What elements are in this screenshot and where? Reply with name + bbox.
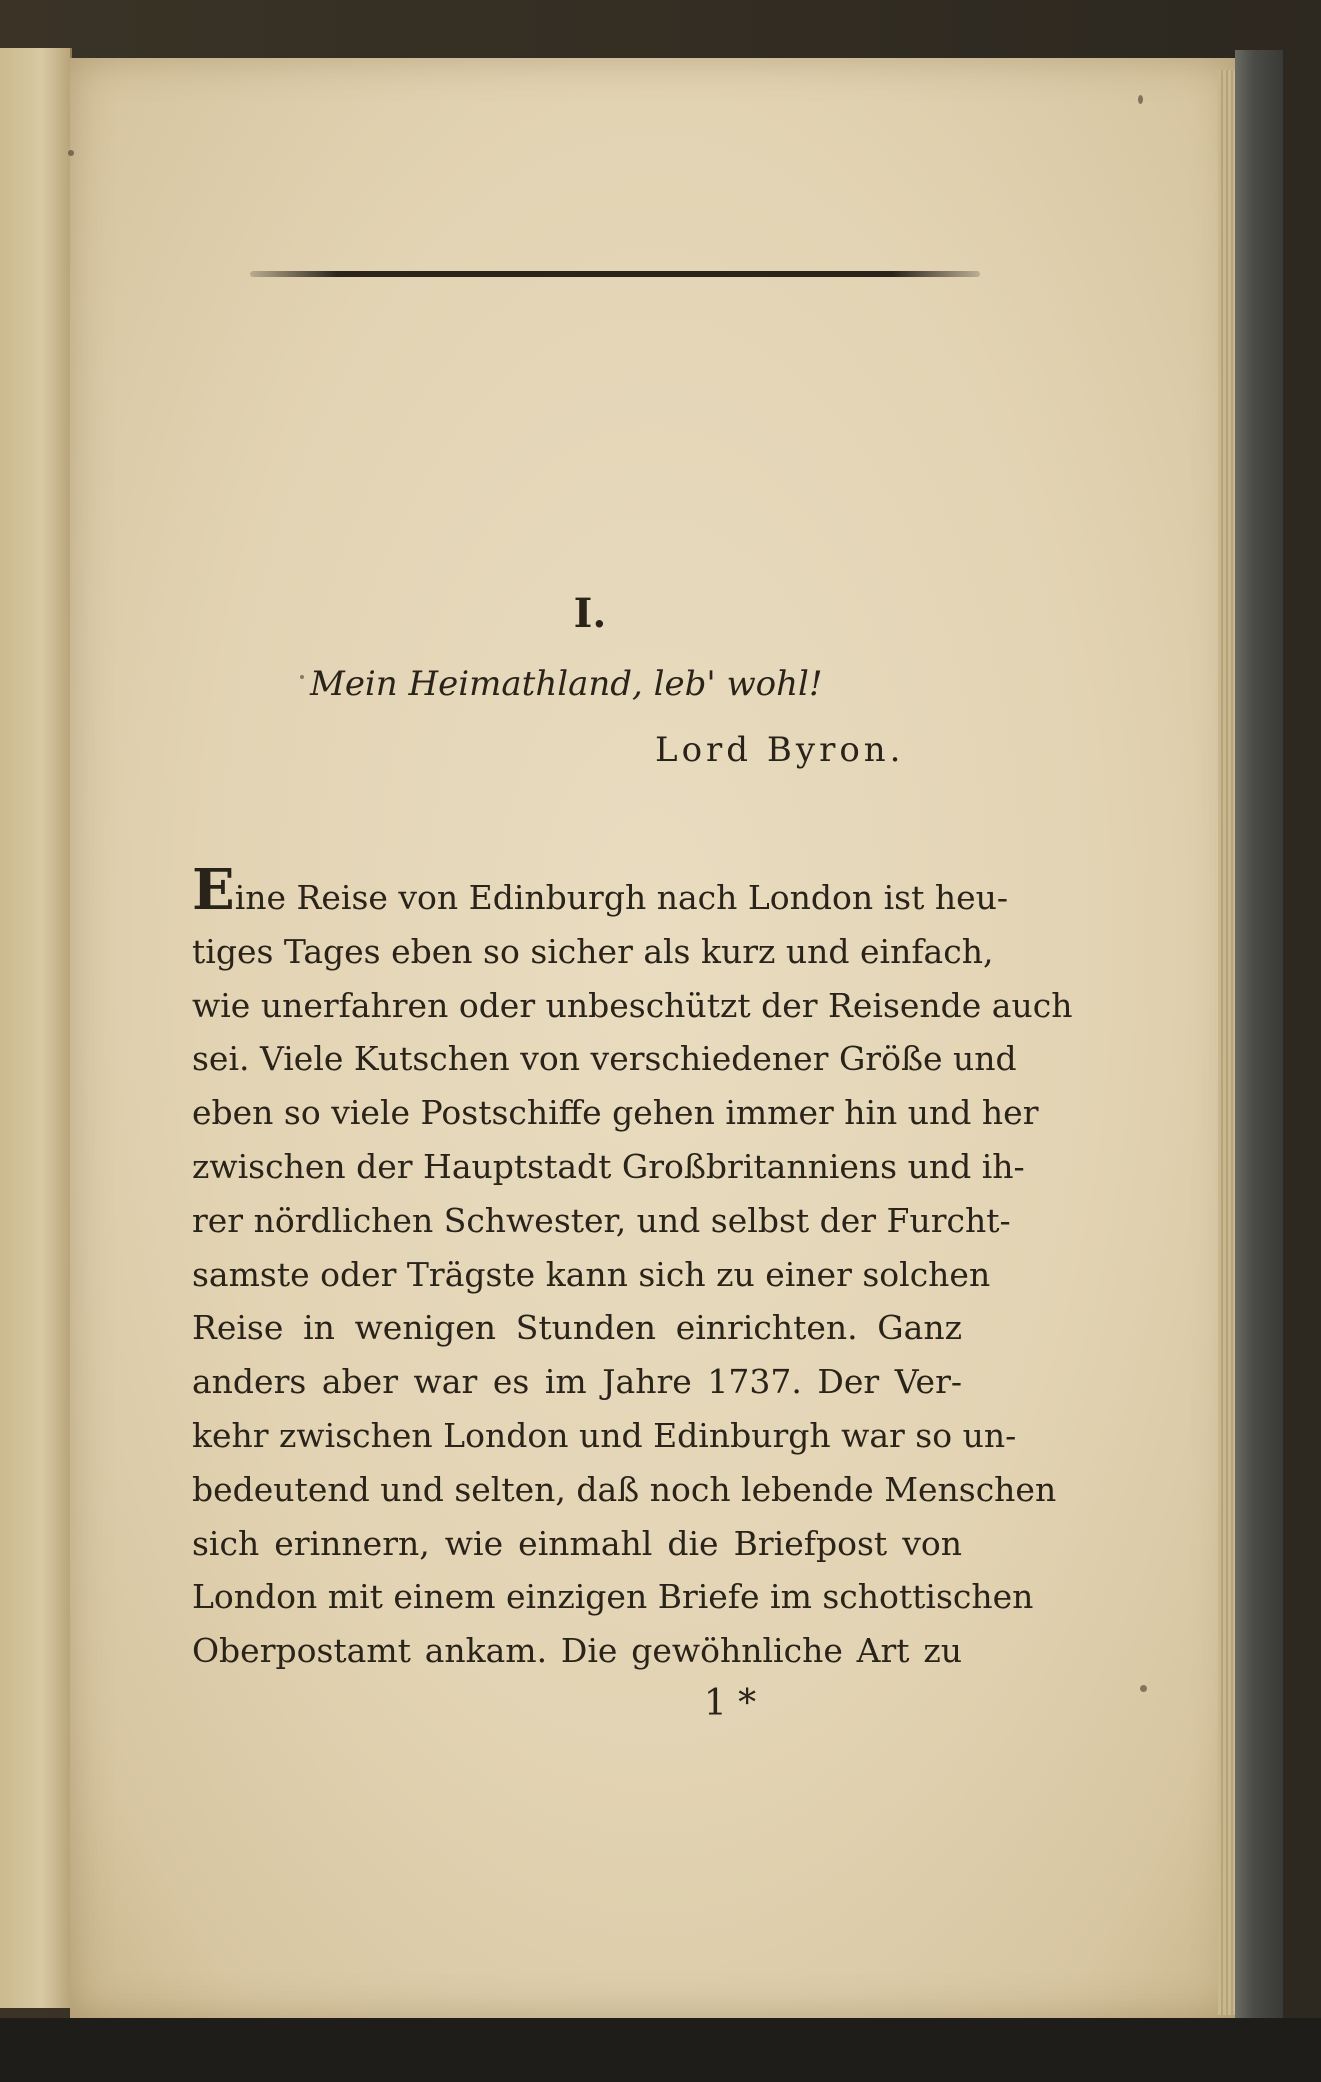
body-line: Reise in wenigen Stunden einrichten. Ganz — [192, 1308, 962, 1348]
drop-cap: E — [192, 857, 235, 923]
paper-speck — [300, 675, 304, 679]
page-stack-edge — [1218, 70, 1236, 2015]
signature-mark: 1 * — [703, 1683, 757, 1724]
bottom-scan-border — [0, 2018, 1321, 2082]
left-page-edge — [0, 48, 72, 2008]
body-line: Oberpostamt ankam. Die gewöhnliche Art zu — [192, 1631, 962, 1671]
body-line: kehr zwischen London und Edinburgh war so un- — [192, 1415, 1017, 1455]
body-line: London mit einem einzigen Briefe im schottischen — [192, 1577, 1034, 1617]
body-line: sich erinnern, wie einmahl die Briefpost von — [192, 1523, 962, 1563]
body-line: bedeutend und selten, daß noch lebende Menschen — [192, 1469, 1057, 1509]
chapter-number: I. — [573, 590, 607, 637]
paper-speck — [1138, 95, 1143, 104]
chapter-rule — [250, 271, 980, 277]
epigraph: Mein Heimathland, leb' wohl! — [310, 664, 823, 704]
body-line: sei. Viele Kutschen von verschiedener Größe und — [192, 1039, 1017, 1079]
book-cover-edge — [1235, 50, 1283, 2030]
body-line-1 — [192, 857, 1009, 925]
body-line: wie unerfahren oder unbeschützt der Reisende auch — [192, 985, 1073, 1025]
body-line: tiges Tages eben so sicher als kurz und einfach, — [192, 931, 994, 971]
body-line: rer nördlichen Schwester, und selbst der Furcht- — [192, 1200, 1011, 1240]
epigraph-author: Lord Byron. — [655, 730, 905, 770]
body-line: eben so viele Postschiffe gehen immer hin und her — [192, 1093, 1039, 1133]
body-text — [192, 857, 1073, 1678]
paper-speck — [1140, 1685, 1147, 1692]
body-line: zwischen der Hauptstadt Großbritanniens und ih- — [192, 1146, 1025, 1186]
paper-speck — [68, 150, 74, 156]
body-line-1-text: ine Reise von Edinburgh nach London ist heu- — [234, 878, 1009, 917]
body-line: samste oder Trägste kann sich zu einer solchen — [192, 1254, 991, 1294]
body-line: anders aber war es im Jahre 1737. Der Ver- — [192, 1362, 962, 1402]
